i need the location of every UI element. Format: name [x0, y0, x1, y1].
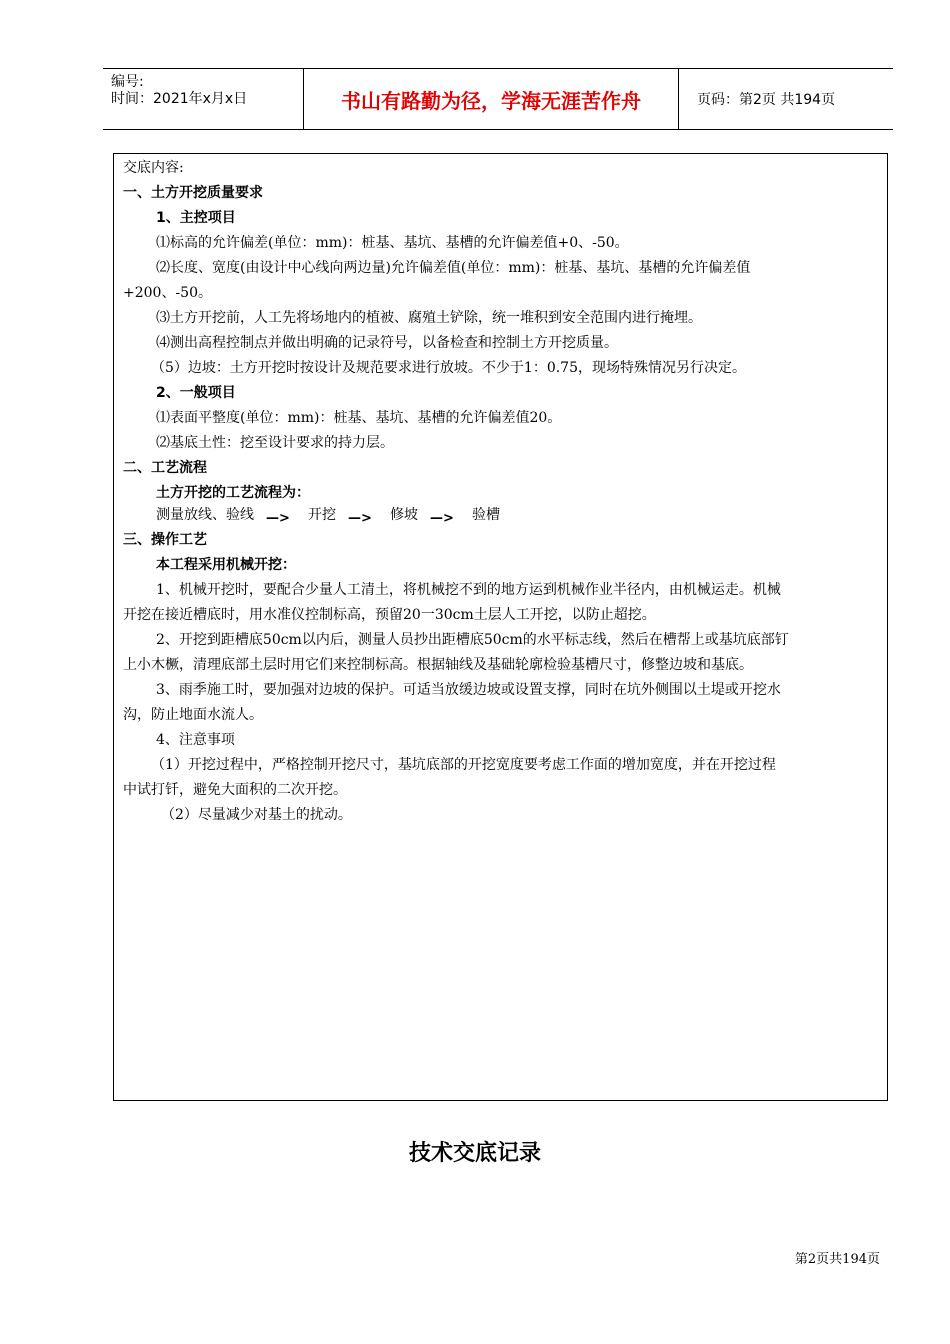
flow-step: 开挖 [308, 507, 336, 523]
paragraph: 4、注意事项 [156, 732, 235, 748]
paragraph: 2、开挖到距槽底50cm以内后，测量人员抄出距槽底50cm的水平标志线，然后在槽帮上或基坑底部钉 [156, 632, 789, 648]
paragraph: （1）开挖过程中，严格控制开挖尺寸，基坑底部的开挖宽度要考虑工作面的增加宽度，并在开挖过程 [151, 757, 776, 773]
paragraph: ⑴标高的允许偏差(单位：mm)：桩基、基坑、基槽的允许偏差值+0、-50。 [156, 235, 629, 251]
page-header [103, 68, 893, 130]
paragraph: 上小木橛，清理底部土层时用它们来控制标高。根据轴线及基础轮廓检验基槽尺寸，修整边坡和基底。 [123, 657, 753, 673]
intro-label: 交底内容: [123, 160, 184, 176]
flow-step: 测量放线、验线 [156, 507, 254, 523]
paragraph: （5）边坡：土方开挖时按设计及规范要求进行放坡。不少于1：0.75，现场特殊情况另行决定。 [151, 360, 746, 376]
section-3-title: 三、操作工艺 [123, 532, 207, 548]
section-1-title: 一、土方开挖质量要求 [123, 185, 263, 201]
flow-step: 修坡 [390, 507, 418, 523]
paragraph: （2）尽量减少对基土的扰动。 [161, 807, 352, 823]
paragraph: 1、机械开挖时，要配合少量人工清土，将机械挖不到的地方运到机械作业半径内，由机械运走。机械 [156, 582, 781, 598]
document-title: 技术交底记录 [408, 1141, 541, 1166]
section-2-sub: 土方开挖的工艺流程为： [156, 485, 310, 501]
flow-step: 验槽 [472, 507, 500, 523]
paragraph: 中试打钎，避免大面积的二次开挖。 [123, 782, 347, 798]
page-label: 页码：第2页 共194页 [697, 92, 836, 108]
section-3-sub: 本工程采用机械开挖： [156, 557, 296, 573]
number-label: 编号: [111, 74, 144, 90]
paragraph: ⑷测出高程控制点并做出明确的记录符号，以备检查和控制土方开挖质量。 [156, 335, 618, 351]
arrow-icon: —> [348, 510, 372, 526]
paragraph: +200、-50。 [123, 285, 212, 301]
arrow-icon: —> [266, 510, 290, 526]
paragraph: ⑵长度、宽度(由设计中心线向两边量)允许偏差值(单位：mm)：桩基、基坑、基槽的允许偏差值 [156, 260, 751, 276]
header-page [687, 69, 893, 129]
section-1-sub-1: 1、主控项目 [156, 210, 236, 226]
section-2-title: 二、工艺流程 [123, 460, 207, 476]
paragraph: 开挖在接近槽底时，用水准仪控制标高，预留20一30cm土层人工开挖，以防止超挖。 [123, 607, 656, 623]
paragraph: ⑵基底土性：挖至设计要求的持力层。 [156, 435, 394, 451]
process-flow [156, 504, 500, 524]
arrow-icon: —> [430, 510, 454, 526]
page-footer: 第2页共194页 [794, 1252, 880, 1267]
paragraph: 3、雨季施工时，要加强对边坡的保护。可适当放缓边坡或设置支撑，同时在坑外侧围以土堤或开挖水 [156, 682, 781, 698]
paragraph: 沟，防止地面水流人。 [123, 707, 263, 723]
header-motto: 书山有路勤为径，学海无涯苦作舟 [304, 69, 679, 129]
section-1-sub-2: 2、一般项目 [156, 385, 236, 401]
header-meta [103, 69, 304, 129]
time-label: 时间：2021年x月x日 [111, 91, 248, 107]
paragraph: ⑶土方开挖前，人工先将场地内的植被、腐殖土铲除，统一堆积到安全范围内进行掩埋。 [156, 310, 702, 326]
paragraph: ⑴表面平整度(单位：mm)：桩基、基坑、基槽的允许偏差值20。 [156, 410, 562, 426]
content-box [113, 153, 888, 1101]
